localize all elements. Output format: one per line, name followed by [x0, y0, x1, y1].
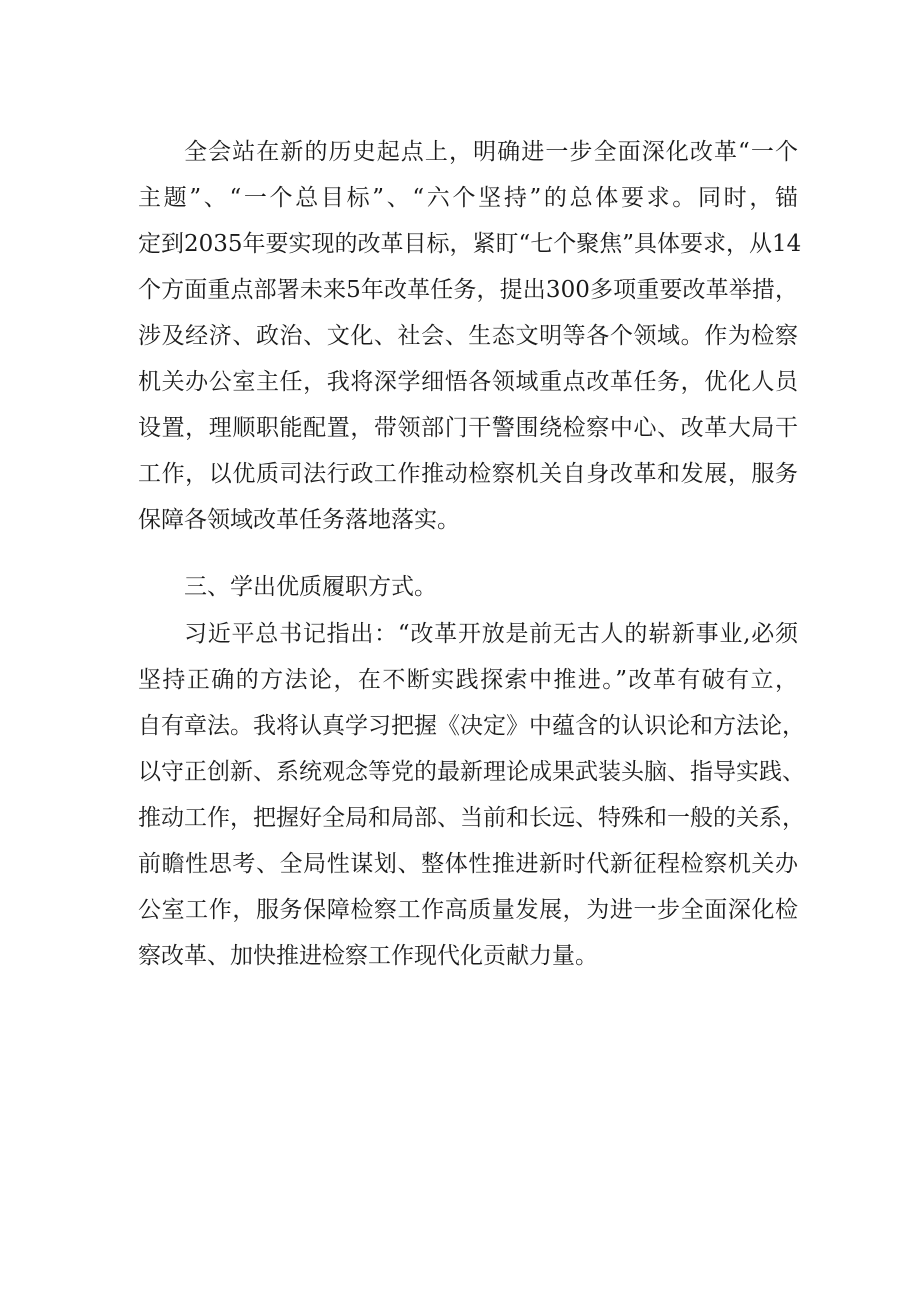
- paragraph-line: 坚持正确的方法论，在不断实践探索中推进。”改革有破有立，: [138, 667, 798, 693]
- paragraph-line: 个方面重点部署未来5年改革任务，提出300多项重要改革举措，: [138, 277, 798, 303]
- paragraph-line: 机关办公室主任，我将深学细悟各领域重点改革任务，优化人员: [138, 369, 798, 395]
- paragraph-1: [138, 129, 802, 543]
- paragraph-line: 以守正创新、系统观念等党的最新理论成果武装头脑、指导实践、: [138, 759, 805, 785]
- paragraph-line: 推动工作，把握好全局和局部、当前和长远、特殊和一般的关系，: [138, 805, 805, 831]
- paragraph-line: 全会站在新的历史起点上，明确进一步全面深化改革“一个: [184, 139, 798, 165]
- paragraph-line: 习近平总书记指出：“改革开放是前无古人的崭新事业,必须: [184, 621, 798, 647]
- paragraph-line: 保障各领域改革任务落地落实。: [138, 507, 460, 533]
- paragraph-line: 察改革、加快推进检察工作现代化贡献力量。: [138, 943, 598, 969]
- paragraph-line: 前瞻性思考、全局性谋划、整体性推进新时代新征程检察机关办: [138, 851, 798, 877]
- paragraph-line: 工作，以优质司法行政工作推动检察机关自身改革和发展，服务: [138, 461, 798, 487]
- paragraph-line: 定到2035年要实现的改革目标，紧盯“七个聚焦”具体要求，从14: [138, 231, 802, 257]
- paragraph-line: 设置，理顺职能配置，带领部门干警围绕检察中心、改革大局干: [138, 415, 798, 441]
- paragraph-line: 自有章法。我将认真学习把握《决定》中蕴含的认识论和方法论，: [138, 713, 805, 739]
- section-3-heading: 三、学出优质履职方式。: [184, 574, 437, 600]
- paragraph-line: 涉及经济、政治、文化、社会、生态文明等各个领域。作为检察: [138, 323, 798, 349]
- paragraph-2: [138, 611, 805, 979]
- paragraph-line: 主题”、“一个总目标”、“六个坚持”的总体要求。同时，锚: [138, 185, 798, 211]
- section-heading: [138, 564, 798, 610]
- paragraph-line: 公室工作，服务保障检察工作高质量发展，为进一步全面深化检: [138, 897, 798, 923]
